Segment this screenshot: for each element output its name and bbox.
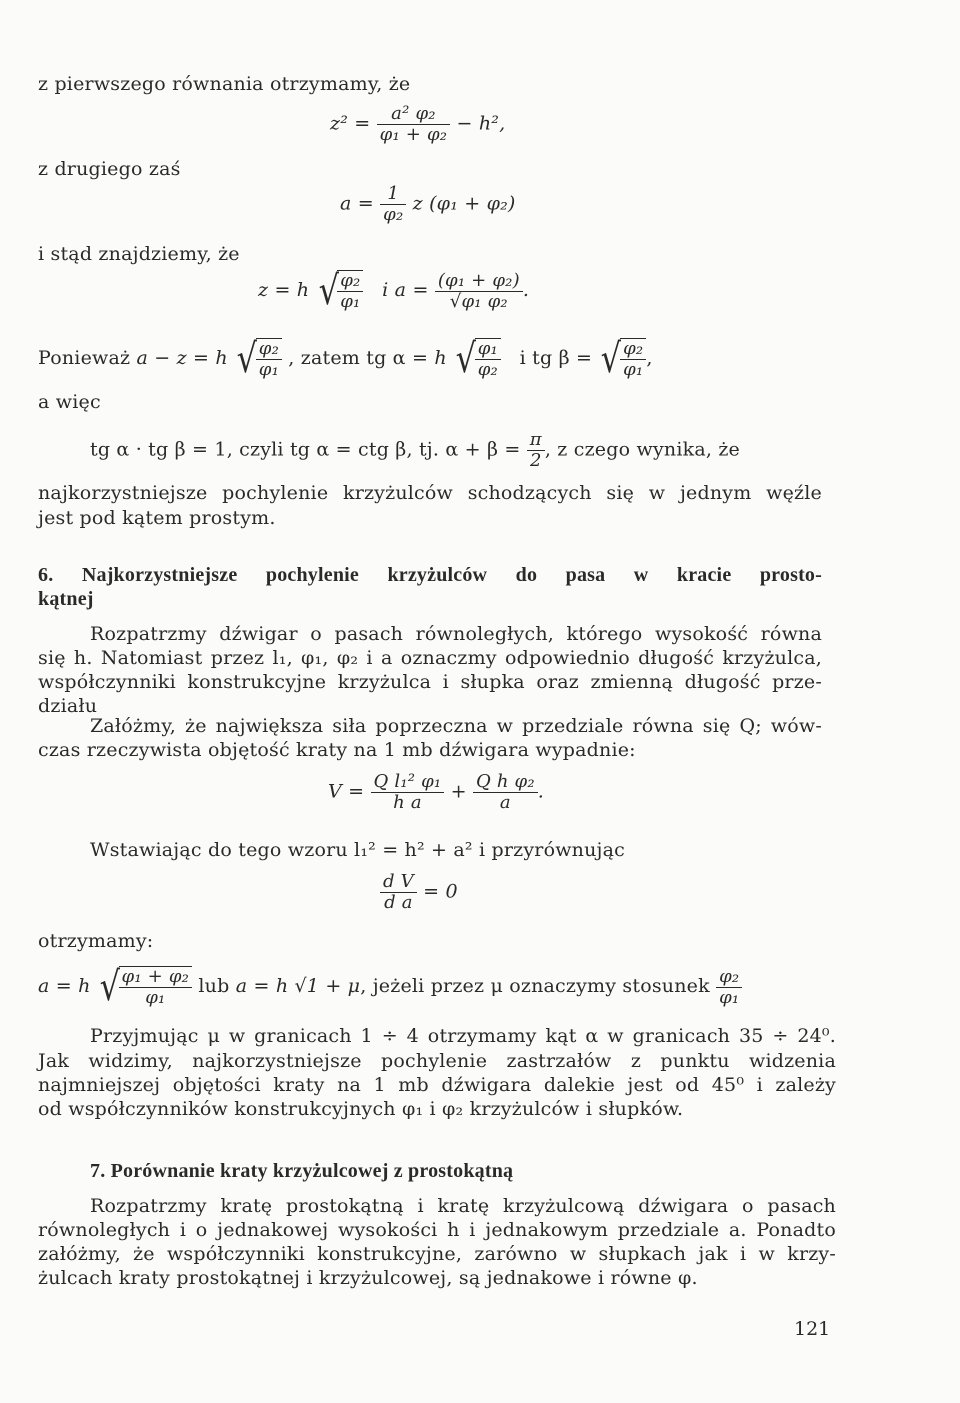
fraction [337, 271, 363, 312]
denominator: φ₁ + φ₂ [377, 124, 451, 145]
numerator: φ₂ [258, 338, 280, 359]
fraction [527, 430, 545, 471]
eq-lhs: V = [328, 780, 365, 803]
numerator: Q l₁² φ₁ [373, 771, 442, 792]
fraction [473, 772, 538, 813]
equation-V [328, 772, 544, 813]
numerator: Q h φ₂ [475, 771, 535, 792]
fraction [620, 339, 646, 380]
section-heading: 7. Porównanie kraty krzyżulcowej z prostokątną [90, 1160, 514, 1182]
eq-expr: a = h √1 + μ [235, 975, 361, 997]
text-line: czas rzeczywista objętość kraty na 1 mb dźwigara wypadnie: [38, 739, 636, 761]
denominator: φ₁ [119, 987, 193, 1008]
numerator: φ₂ [623, 338, 644, 359]
denominator: φ₁ [337, 291, 363, 312]
text-line: od współczynników konstrukcyjnych φ₁ i φ₂ krzyżulców i słupków. [38, 1098, 684, 1120]
equation-z [258, 270, 529, 312]
text-word: i tg β = [519, 347, 593, 369]
text-line: Załóżmy, że największa siła poprzeczna w przedziale równa się Q; wów- [90, 715, 822, 737]
text-line: jest pod kątem prostym. [38, 507, 276, 529]
fraction [119, 967, 193, 1008]
sqrt-sign: √ $\frac{\text{φ₂}}{\text{φ₁}}$ [234, 338, 282, 380]
plus-sign: + [450, 780, 467, 803]
text-line: działu [38, 695, 98, 717]
fraction [256, 339, 282, 380]
denominator: φ₂ [475, 359, 501, 380]
text-line: najkorzystniejsze pochylenie krzyżulców schodzących się w jednym węźle [38, 482, 822, 504]
text-line: żulcach kraty prostokątnej i krzyżulcowej, są jednakowe i równe φ. [38, 1267, 698, 1289]
numerator: d V [383, 871, 414, 892]
text-line: i stąd znajdziemy, że [38, 243, 240, 265]
text-line: Rozpatrzmy kratę prostokątną i kratę krzyżulcową dźwigara o pasach [90, 1195, 836, 1217]
fraction [380, 184, 406, 225]
text-line: najmniejszej objętości kraty na 1 mb dźwigara dalekie jest od 45⁰ i zależy [38, 1074, 836, 1096]
numerator: φ₂ [719, 965, 740, 987]
fraction [716, 967, 742, 1008]
sqrt-sign: √ $\frac{\text{φ₂}}{\text{φ₁}}$ [316, 270, 364, 312]
numerator: φ₁ [477, 338, 498, 359]
fraction [435, 271, 523, 312]
text-line: się h. Natomiast przez l₁, φ₁, φ₂ i a oznaczmy odpowiednio długość krzyżulca, [38, 647, 822, 669]
text-line: Wstawiając do tego wzoru l₁² = h² + a² i przyrównując [90, 839, 626, 861]
denominator: a [473, 792, 538, 813]
equation-tg [90, 430, 740, 471]
eq-lhs: a = h [38, 975, 91, 997]
eq-lhs: a − z = h [136, 347, 228, 369]
text-line: Rozpatrzmy dźwigar o pasach równoległych, którego wysokość równa [90, 623, 822, 645]
fraction [475, 339, 501, 380]
text-word: Ponieważ [38, 347, 131, 369]
denominator: φ₁ [620, 359, 646, 380]
eq-rest: z (φ₁ + φ₂) [412, 192, 516, 215]
period: . [522, 279, 530, 301]
denominator: φ₂ [380, 204, 406, 225]
section-heading: kątnej [38, 588, 94, 610]
text-line: otrzymamy: [38, 930, 154, 952]
equation-z2 [330, 104, 505, 145]
equation-a-final [38, 966, 742, 1008]
page-number: 121 [794, 1318, 831, 1340]
text-line: załóżmy, że współczynniki konstrukcyjne, zarówno w słupkach jak i w krzy- [38, 1243, 836, 1265]
sqrt-sign: √ $\frac{\text{φ₂}}{\text{φ₁}}$ [598, 338, 646, 380]
eq-lhs: h [434, 347, 447, 369]
eq-rest: i a = [382, 279, 429, 301]
text-line: a więc [38, 391, 101, 413]
text-word: , jeżeli przez μ oznaczymy stosunek [360, 975, 710, 997]
period: . [537, 780, 545, 803]
text-word: tg α · tg β = 1, czyli tg α = ctg β, tj. α + β = [90, 438, 521, 461]
numerator: (φ₁ + φ₂) [437, 269, 520, 291]
text-line: równoległych i o jednakowej wysokości h i jednakowym przedziale a. Ponadto [38, 1219, 836, 1241]
fraction [377, 104, 451, 145]
denominator: d a [380, 892, 417, 913]
eq-lhs: a = [340, 192, 374, 215]
text-line: z drugiego zaś [38, 158, 181, 180]
fraction [380, 872, 417, 913]
text-word: lub [198, 975, 230, 997]
fraction [371, 772, 445, 813]
numerator: φ₁ + φ₂ [121, 966, 190, 987]
denominator: 2 [527, 450, 545, 471]
denominator: φ₁ [716, 987, 742, 1008]
numerator: a² φ₂ [391, 103, 436, 124]
eq-rest: − h², [456, 112, 506, 135]
equation-a [340, 184, 516, 225]
denominator: √φ₁ φ₂ [435, 291, 523, 312]
text-line: współczynniki konstrukcyjne krzyżulca i słupka oraz zmienną długość prze- [38, 671, 822, 693]
text-line: Jak widzimy, najkorzystniejsze pochylenie zastrzałów z punktu widzenia [38, 1050, 836, 1072]
section-heading: 6. Najkorzystniejsze pochylenie krzyżulców do pasa w kracie prosto- [38, 564, 822, 586]
denominator: h a [371, 792, 445, 813]
comma: , [646, 347, 653, 369]
eq-lhs: z = h [258, 279, 310, 301]
sqrt-sign: √ $\frac{\text{φ₁}}{\text{φ₂}}$ [453, 338, 501, 380]
text-word: , z czego wynika, że [544, 438, 740, 461]
eq-lhs: z² = [330, 112, 371, 135]
text-line: z pierwszego równania otrzymamy, że [38, 73, 411, 95]
text-word: , zatem tg α = [288, 347, 429, 369]
numerator: φ₂ [340, 270, 361, 291]
eq-rest: = 0 [423, 880, 458, 903]
numerator: π [529, 429, 542, 450]
equation-poniewaz [38, 338, 653, 380]
sqrt-sign: √ $\frac{\text{φ₁ + φ₂}}{\text{φ₁}}$ [97, 966, 192, 1008]
numerator: 1 [387, 183, 400, 204]
equation-dV [380, 872, 458, 913]
denominator: φ₁ [256, 359, 282, 380]
text-line: Przyjmując μ w granicach 1 ÷ 4 otrzymamy kąt α w granicach 35 ÷ 24⁰. [90, 1025, 836, 1047]
